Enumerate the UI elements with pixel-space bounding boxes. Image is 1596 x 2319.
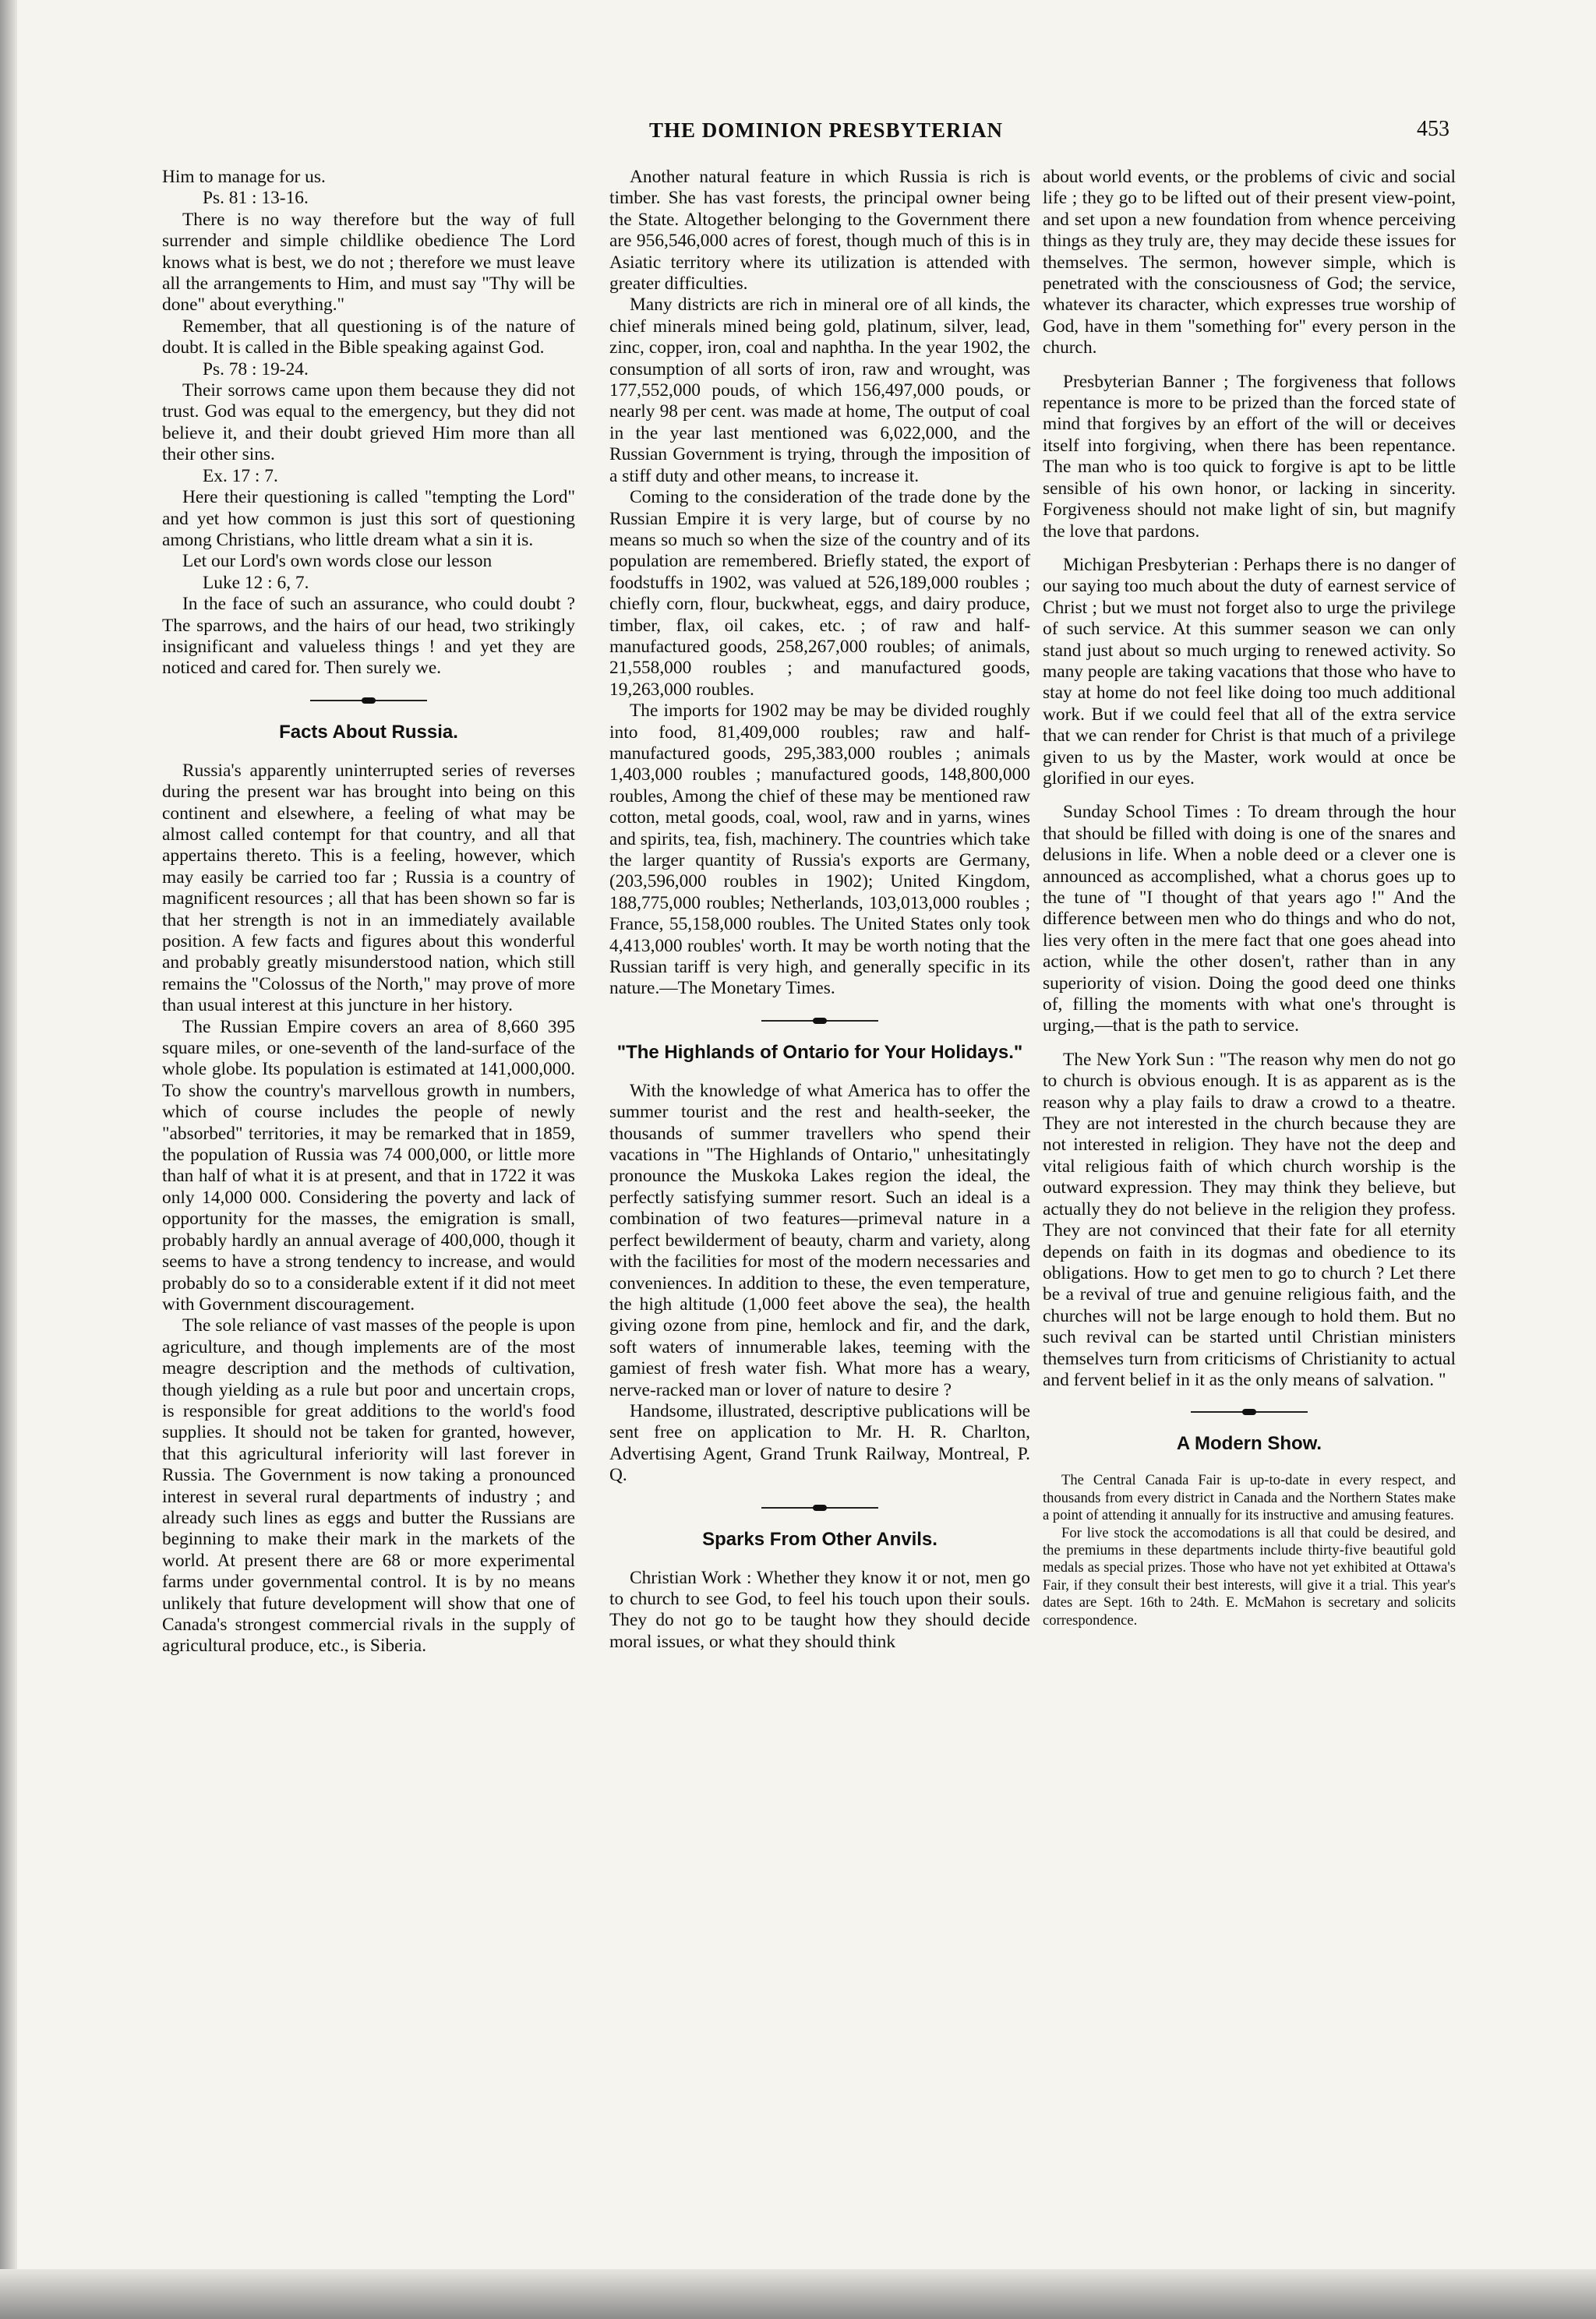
paragraph: Let our Lord's own words close our lesson (182, 551, 493, 572)
column-right (1043, 167, 1456, 1629)
scripture-reference: Ps. 81 : 13-16. (203, 188, 309, 209)
scripture-reference: Luke 12 : 6, 7. (203, 572, 309, 593)
page-shadow-left (0, 0, 17, 2319)
paragraph: The imports for 1902 may be may be divided roughly into food, 81,409,000 roubles; raw and half-manufactured goods, 295,383,000 roubles ; animals 1,403,000 roubles ; manufactured goods, 148,800,000 roubles, Among the chief of these may be mentioned raw cotton, metal goods, coal, wool, raw and in yarns, wines and spirits, tea, fish, machinery. The countries which take the larger quantity of Russia's exports are Germany, (203,596,000 roubles in 1902); United Kingdom, 188,775,000 roubles; Netherlands, 103,013,000 roubles ; France, 55,158,000 roubles. The United States only took 4,413,000 roubles' worth. It may be worth noting that the Russian tariff is very high, and generally specific in its nature.—The Monetary Times. (609, 701, 1030, 999)
section-divider (1191, 1411, 1308, 1413)
paragraph: Another natural feature in which Russia is rich is timber. She has vast forests, the principal owner being the State. Altogether belonging to the Government there are 956,546,000 acres of forest, though much of this is in Asiatic territory where its utilization is attended with greater difficulties. (609, 167, 1030, 295)
article-heading-sparks: Sparks From Other Anvils. (702, 1528, 937, 1550)
small-print-block (1043, 1472, 1456, 1629)
paragraph: The New York Sun : "The reason why men do not go to church is obvious enough. It is as apparent as is the reason why a play fails to draw a crowd to a theatre. They are not interested in the church because they are not interested in religion. They have not the deep and vital religious faith of which church worship is the outward expression. They may think they believe, but actually they do not believe in the religion they profess. They are not convinced that their fate for all eternity depends on faith in its dogmas and obedience to its obligations. How to get men to go to church ? Let there be a revival of true and genuine religious faith, and the churches will not be large enough to hold them. But no such revival can be started until Christian ministers themselves turn from criticisms of Christianity to actual and fervent belief in it as the only means of salvation. " (1043, 1049, 1456, 1390)
paragraph: Christian Work : Whether they know it or not, men go to church to see God, to feel his touch upon their souls. They do not go to be taught how they should decide moral issues, or what they should think (609, 1567, 1030, 1652)
article-heading-modern-show: A Modern Show. (1176, 1433, 1322, 1455)
paragraph: For live stock the accomodations is all that could be desired, and the premiums in these departments include thirty-five beautiful gold medals as special prizes. Those who have not yet exhibited at Ottawa's Fair, if they consult their best interests, will give it a trial. This year's dates are Sept. 16th to 24th. E. McMahon is secretary and solicits correspondence. (1043, 1524, 1456, 1629)
paragraph: Russia's apparently uninterrupted series of reverses during the present war has brought into being on this continent and elsewhere, a feeling of what may be almost called contempt for that country, and all that appertains thereto. This is a feeling, however, which may easily be carried too far ; Russia is a country of magnificent resources ; all that has been shown so far is that her strength is not in an immediately available position. A few facts and figures about this wonderful and probably greatly misunderstood nation, which still remains the "Colossus of the North," may prove of more than usual interest at this juncture in her history. (162, 760, 575, 1016)
scripture-reference: Ex. 17 : 7. (203, 465, 278, 486)
paragraph: Handsome, illustrated, descriptive publications will be sent free on application to Mr. H. R. Charlton, Advertising Agent, Grand Trunk Railway, Montreal, P. Q. (609, 1400, 1030, 1486)
page-number: 453 (1417, 117, 1449, 141)
paragraph: The Russian Empire covers an area of 8,660 395 square miles, or one-seventh of the land-surface of the whole globe. Its population is estimated at 141,000,000. To show the country's marvellous growth in numbers, which of course includes the people of newly "absorbed" territories, it may be remarked that in 1859, the population of Russia was 74 000,000, or little more than half of what it is at present, and that in 1722 it was only 14,000 000. Considering the poverty and lack of opportunity for the masses, the emigration is small, probably hardly an annual average of 400,000, though it seems to have a strong tendency to increase, and would probably do so to a considerable extent if it did not meet with Government discouragement. (162, 1016, 575, 1315)
paragraph: Sunday School Times : To dream through the hour that should be filled with doing is one of the snares and delusions in life. When a noble deed or a clever one is announced as accomplished, what a chorus goes up to the tune of "I thought of that years ago !" And the difference between men who do things and who do not, lies very often in the mere fact that one goes ahead into action, while the other dosen't, rather than in any superiority of vision. Doing the good deed one thinks of, filling the moments with what one's throught is urging,—that is the path to service. (1043, 802, 1456, 1036)
paragraph: Many districts are rich in mineral ore of all kinds, the chief minerals mined being gold, platinum, silver, lead, zinc, copper, iron, coal and naphtha. In the year 1902, the consumption of all sorts of iron, raw and wrought, was 177,552,000 pouds, of which 156,497,000 pouds, or nearly 98 per cent. was made at home, The output of coal in the year last mentioned was 6,022,000, and the Russian Government is trying, through the imposition of a stiff duty and other means, to increase it. (609, 295, 1030, 486)
paragraph: Here their questioning is called "tempting the Lord" and yet how common is just this sort of questioning among Christians, who little dream what a sin it is. (162, 487, 575, 550)
column-middle (609, 167, 1030, 1653)
paragraph: Coming to the consideration of the trade done by the Russian Empire it is very large, but of course by no means so much so when the size of the country and of its population are remembered. Briefly stated, the export of foodstuffs in 1902, was valued at 526,189,000 roubles ; chiefly corn, flour, buckwheat, eggs, and dairy produce, timber, flax, oil cakes, etc. ; of raw and half-manufactured goods, 258,267,000 roubles; of animals, 21,558,000 roubles ; and manufactured goods, 19,263,000 roubles. (609, 487, 1030, 700)
paragraph: Their sorrows came upon them because they did not trust. God was equal to the emergency, but they did not believe it, and their doubt grieved Him more than all their other sins. (162, 380, 575, 465)
paragraph: The sole reliance of vast masses of the people is upon agriculture, and though implements are of the most meagre description and the methods of cultivation, though yielding as a rule but poor and uncertain crops, is responsible for great additions to the world's food supplies. It should not be taken for granted, however, that this agricultural inferiority will last forever in Russia. The Government is now taking a pronounced interest in several rural departments of industry ; and already such lines as eggs and butter the Russians are beginning to make their mark in the markets of the world. At present there are 68 or more experimental farms under governmental control. It is by no means unlikely that future development will show that one of Canada's strongest commercial rivals in the supply of agricultural produce, etc., is Siberia. (162, 1315, 575, 1657)
article-heading-russia: Facts About Russia. (279, 721, 458, 743)
page-header-title: THE DOMINION PRESBYTERIAN (648, 118, 1004, 142)
paragraph: The Central Canada Fair is up-to-date in every respect, and thousands from every district in Canada and the Northern States make a point of attending it annually for its instructive and amusing features. (1043, 1472, 1456, 1524)
section-divider (761, 1020, 878, 1022)
paragraph: Him to manage for us. (162, 167, 326, 187)
page-shadow-bottom (0, 2269, 1596, 2319)
section-divider (310, 700, 427, 701)
article-heading-highlands: "The Highlands of Ontario for Your Holidays." (616, 1041, 1023, 1063)
column-left (162, 167, 575, 1657)
section-divider (761, 1507, 878, 1509)
paragraph: Michigan Presbyterian : Perhaps there is no danger of our saying too much about the duty of earnest service of Christ ; but we must not forget also to urge the privilege of such service. At this summer season we can only stand just about so much urging to renewed activity. So many people are taking vacations that those who have to stay at home do not feel like doing too much additional work. But if we could feel that all of the extra service that we can render for Christ is that much of a privilege given to us by the Master, work would at once be glorified in our eyes. (1043, 554, 1456, 789)
paragraph: Presbyterian Banner ; The forgiveness that follows repentance is more to be prized than the forced state of mind that forgives by an effort of the will or deceives itself into forgiving, when there has been repentance. The man who is too quick to forgive is apt to be little sensible of his own honor, or lacking in sincerity. Forgiveness should not make light of sin, but magnify the love that pardons. (1043, 371, 1456, 542)
paragraph: about world events, or the problems of civic and social life ; they go to be lifted out of their present view-point, and set upon a new foundation from whence perceiving things as they truly are, they may decide these issues for themselves. The sermon, however simple, which is penetrated with the consciousness of God; the service, whatever its character, which expresses true worship of God, have in them "something for" every person in the church. (1043, 167, 1456, 358)
paragraph: There is no way therefore but the way of full surrender and simple childlike obedience The Lord knows what is best, we do not ; therefore we must leave all the arrangements to Him, and must say "Thy will be done" about everything." (162, 209, 575, 316)
paragraph: Remember, that all questioning is of the nature of doubt. It is called in the Bible speaking against God. (162, 316, 575, 358)
paragraph: In the face of such an assurance, who could doubt ? The sparrows, and the hairs of our head, two strikingly insignificant and valueless things ! and yet they are noticed and cared for. Then surely we. (162, 594, 575, 679)
scripture-reference: Ps. 78 : 19-24. (203, 358, 309, 379)
paragraph: With the knowledge of what America has to offer the summer tourist and the rest and health-seeker, the thousands of summer travellers who spend their vacations in "The Highlands of Ontario," unhesitatingly pronounce the Muskoka Lakes region the ideal, the perfectly satisfying summer resort. Such an ideal is a combination of two features—primeval nature in a perfect bewilderment of beauty, charm and variety, along with the facilities for most of the modern necessaries and conveniences. In addition to these, the even temperature, the high altitude (1,000 feet above the sea), the health giving ozone from pine, hemlock and fir, and the dark, soft waters of innumerable lakes, teeming with the gamiest of fresh water fish. What more has a weary, nerve-racked man or lover of nature to desire ? (609, 1080, 1030, 1400)
